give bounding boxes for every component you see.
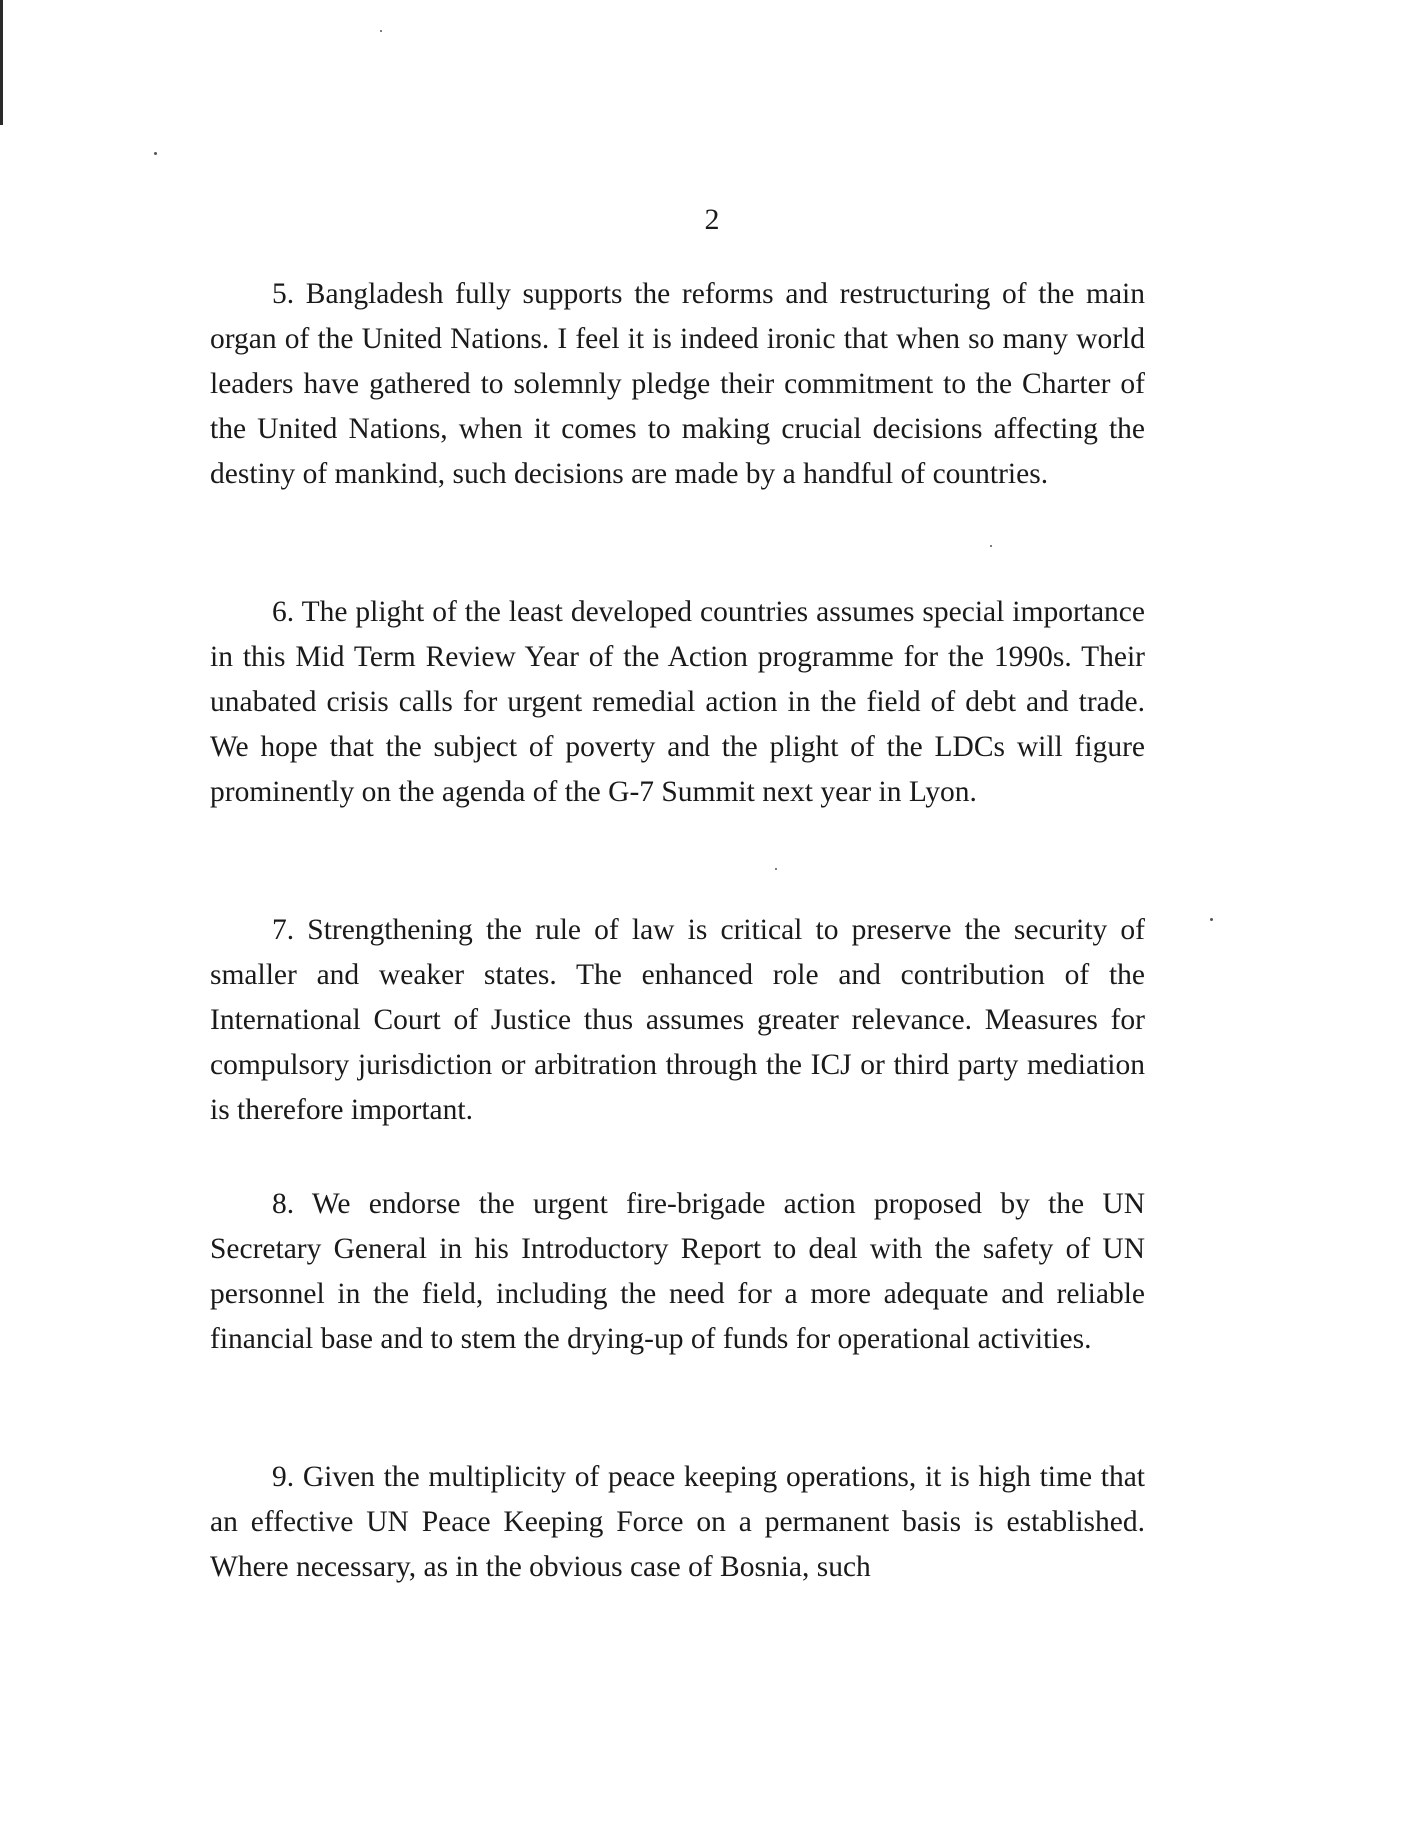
scan-speck: [1210, 918, 1213, 921]
page-number: 2: [704, 203, 720, 236]
scan-edge-mark: [0, 0, 3, 125]
scan-speck: [990, 545, 992, 547]
paragraph-6: 6. The plight of the least developed countries assumes special importance in this Mid Term Review Year of the Action programme for the 1990s. Their unabated crisis calls for urgent remedial action in the field of debt and trade. We hope that the subject of poverty and the plight of the LDCs will figure prominently on the agenda of the G-7 Summit next year in Lyon.: [210, 596, 1145, 808]
paragraph-7: 7. Strengthening the rule of law is critical to preserve the security of smaller and weaker states. The enhanced role and contribution of the International Court of Justice thus assumes greater relevance. Measures for compulsory jurisdiction or arbitration through the ICJ or third party mediation is therefore important.: [210, 914, 1145, 1126]
paragraph-8: 8. We endorse the urgent fire-brigade action proposed by the UN Secretary General in his Introductory Report to deal with the safety of UN personnel in the field, including the need for a more adequate and reliable financial base and to stem the drying-up of funds for operational activities.: [210, 1188, 1145, 1355]
paragraph-9: 9. Given the multiplicity of peace keeping operations, it is high time that an effective UN Peace Keeping Force on a permanent basis is established. Where necessary, as in the obvious case of Bosnia, such: [210, 1461, 1145, 1583]
paragraph-5: 5. Bangladesh fully supports the reforms and restructuring of the main organ of the United Nations. I feel it is indeed ironic that when so many world leaders have gathered to solemnly pledge their commitment to the Charter of the United Nations, when it comes to making crucial decisions affecting the destiny of mankind, such decisions are made by a handful of countries.: [210, 278, 1145, 490]
scan-speck: [380, 30, 382, 32]
scan-speck: [775, 868, 777, 870]
scan-speck: [154, 152, 157, 155]
